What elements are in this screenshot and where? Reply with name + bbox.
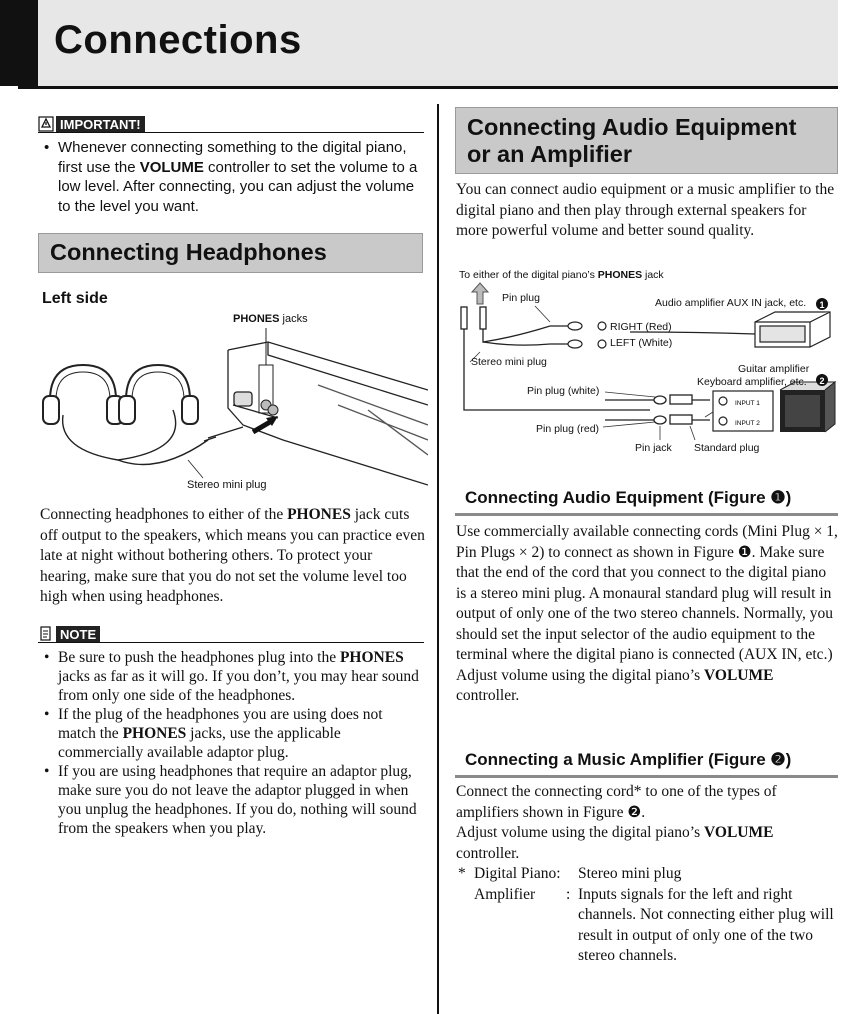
paragraph-text: Connecting headphones to either of the <box>40 506 288 523</box>
phones-keyword: PHONES <box>287 506 351 523</box>
pin-plug-red-label: Pin plug (red) <box>536 423 600 435</box>
guitar-amp-label: Guitar amplifier <box>738 363 810 375</box>
note-list <box>44 648 424 838</box>
important-item <box>44 138 422 216</box>
right-red-label: RIGHT (Red) <box>610 321 672 333</box>
note-item <box>44 705 424 762</box>
phones-jack-2 <box>268 405 278 415</box>
phones-jacks-label <box>233 313 308 325</box>
note-icon <box>38 625 54 642</box>
important-icon <box>38 116 54 132</box>
pin-jack-label: Pin jack <box>635 442 672 454</box>
phones-keyword: PHONES <box>597 269 643 281</box>
pin-plug-white-label: Pin plug (white) <box>527 385 600 397</box>
paragraph-text: controller. <box>456 687 520 704</box>
left-side-label: Left side <box>42 290 108 307</box>
phones-keyword: PHONES <box>122 725 187 742</box>
page-title: Connections <box>54 18 302 62</box>
note-text: jacks as far as it will go. If you don’t, you may hear sound from only one side of the headphones. <box>58 668 419 704</box>
important-rule <box>38 132 424 133</box>
note-text: If you are using headphones that require an adaptor plug, make sure you do not leave the adaptor plugged in when you unplug the headphones. If you do, nothing will sound from the speakers when you play. <box>58 763 417 837</box>
guitar-amplifier-graphic <box>780 382 835 432</box>
footnote-row <box>458 885 840 967</box>
audio-intro: You can connect audio equipment or a music amplifier to the digital piano and then play through external speakers for more powerful volume and better sound quality. <box>456 181 835 239</box>
footnote-term: Digital Piano: <box>474 865 561 882</box>
note-text: jacks, use the applicable commercially available adaptor plug. <box>58 725 341 761</box>
footnote <box>458 864 840 967</box>
note-text: If the plug of the headphones you are using does not match the <box>58 706 383 742</box>
figure-2-paragraph <box>456 782 840 864</box>
note-rule <box>38 642 424 643</box>
caption-text: jack <box>642 269 664 281</box>
headphones-heading: Connecting Headphones <box>50 239 327 265</box>
paragraph-text: jack cuts off output to the speakers, which means you can practice even late at night without bothering others. To protect your hearing, make sure that you do not set the volume level too high when using headphones. <box>40 506 425 605</box>
diagram-caption <box>459 269 664 281</box>
figure-1-heading: Connecting Audio Equipment (Figure ❶) <box>465 488 792 507</box>
standard-plug-label: Standard plug <box>694 442 760 454</box>
headphone-left <box>43 365 123 424</box>
plug-arrow <box>253 416 278 432</box>
left-white-label: LEFT (White) <box>610 337 673 349</box>
audio-heading-line: or an Amplifier <box>467 141 632 167</box>
stereo-mini-plug-diagram-label: Stereo mini plug <box>471 356 547 368</box>
note-item <box>44 762 424 838</box>
up-arrow-icon <box>472 283 488 304</box>
important-badge <box>38 116 145 132</box>
keyboard-amp-label: Keyboard amplifier, etc. <box>697 376 807 388</box>
note-badge <box>38 625 100 642</box>
column-divider <box>437 104 439 1014</box>
footnote-term: Amplifier <box>474 885 536 903</box>
page-header <box>0 0 850 92</box>
important-text: Whenever connecting something to the digital piano, first use the <box>58 139 407 176</box>
input-1-label: INPUT 1 <box>735 400 760 407</box>
note-item <box>44 648 424 705</box>
important-label: IMPORTANT! <box>56 116 145 132</box>
audio-heading <box>467 114 796 168</box>
volume-keyword: VOLUME <box>139 158 204 176</box>
paragraph-text: controller. <box>456 844 520 862</box>
paragraph-text: Connect the connecting cord* to one of the types of amplifiers shown in Figure ❷. <box>456 783 777 821</box>
headphones-illustration <box>38 310 428 495</box>
footnote-star: * <box>458 865 466 882</box>
header-rule <box>18 86 838 89</box>
headphones-paragraph <box>40 505 425 608</box>
footnote-definition: Inputs signals for the left and right channels. Not connecting either plug will result in output of only one of the two stereo channels. <box>578 885 834 964</box>
piano-body <box>228 342 428 485</box>
figure-2-rule <box>455 775 838 778</box>
headphone-right <box>119 365 198 424</box>
important-text: controller to set the volume to a low level. After connecting, you can adjust the volume to the level you want. <box>58 158 418 215</box>
figure-1-paragraph <box>456 522 840 707</box>
pin-plugs-fig1 <box>550 322 606 348</box>
footnote-colon: : <box>566 885 571 903</box>
footnote-definition: Stereo mini plug <box>578 865 682 882</box>
paragraph-text: Adjust volume using the digital piano’s <box>456 824 704 841</box>
note-text: Be sure to push the headphones plug into the <box>58 649 340 666</box>
figure-2-number: 2 <box>819 376 825 386</box>
caption-text: To either of the digital piano’s <box>459 269 598 281</box>
volume-keyword: VOLUME <box>704 666 774 684</box>
header-black-bar <box>0 0 38 86</box>
footnote-row <box>458 864 840 885</box>
pin-plug-label: Pin plug <box>502 292 540 304</box>
paragraph-text: Use commercially available connecting cords (Mini Plug × 1, Pin Plugs × 2) to connect as shown in Figure ❶. Make sure that the end of the cord that you connect to the digital piano is a stereo mini plug. A monaural standard plug will result in output of only one of the two stereo channels. Normally, you should set the input selector of the audio equipment to the terminal where the digital piano is connected (AUX IN, etc.) Adjust volume using the digital piano’s <box>456 523 838 684</box>
headphones-heading-box <box>38 233 423 273</box>
input-2-label: INPUT 2 <box>735 420 760 427</box>
figure-2-heading: Connecting a Music Amplifier (Figure ❷) <box>465 750 792 769</box>
jacks-text: jacks <box>279 313 308 325</box>
stereo-mini-plug-label: Stereo mini plug <box>187 479 267 491</box>
important-list <box>44 138 422 216</box>
figure-1-rule <box>455 513 838 516</box>
aux-in-label: Audio amplifier AUX IN jack, etc. <box>655 297 807 309</box>
volume-keyword: VOLUME <box>704 824 774 841</box>
phones-keyword: PHONES <box>233 313 280 325</box>
stereo-plug <box>63 410 243 465</box>
phones-keyword: PHONES <box>339 649 404 666</box>
audio-heading-box <box>455 107 838 174</box>
note-label: NOTE <box>56 626 100 642</box>
audio-heading-line: Connecting Audio Equipment <box>467 114 797 140</box>
figure-1-number: 1 <box>819 300 825 310</box>
